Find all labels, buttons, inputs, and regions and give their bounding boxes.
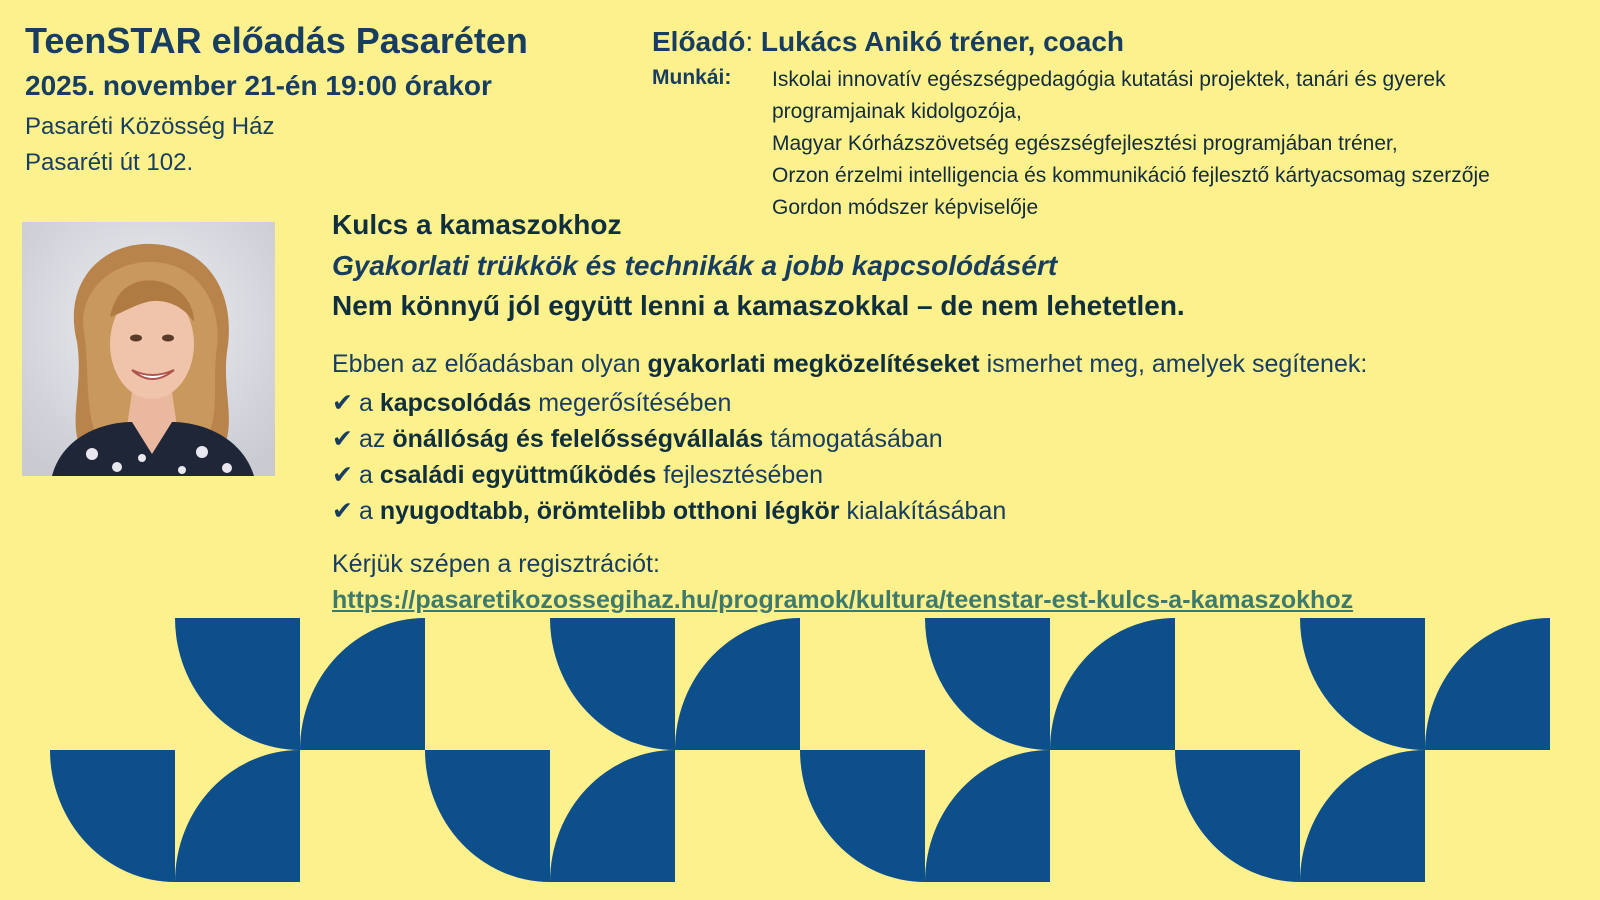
- registration-link[interactable]: https://pasaretikozossegihaz.hu/programok/kultura/teenstar-est-kulcs-a-kamaszokhoz: [332, 586, 1354, 614]
- checklist-item-post: megerősítésében: [531, 389, 732, 417]
- pattern-shape: [550, 750, 675, 882]
- intro-after: ismerhet meg, amelyek segítenek:: [979, 350, 1368, 378]
- lecture-subtitle: Gyakorlati trükkök és technikák a jobb kapcsolódásért: [332, 250, 1058, 281]
- pattern-shape: [800, 750, 925, 882]
- pattern-shape: [300, 618, 425, 750]
- checklist-item-post: támogatásában: [763, 425, 943, 453]
- checklist-item-post: kialakításában: [839, 497, 1007, 525]
- works-item: Gordon módszer képviselője: [772, 196, 1039, 219]
- venue-name: Pasaréti Közösség Ház: [25, 113, 275, 140]
- event-date: 2025. november 21-én 19:00 órakor: [25, 70, 492, 101]
- pattern-shape: [1050, 618, 1175, 750]
- pattern-shape: [1425, 618, 1550, 750]
- venue-address: Pasaréti út 102.: [25, 149, 194, 176]
- intro-before: Ebben az előadásban olyan: [332, 350, 648, 378]
- pattern-shape: [175, 618, 300, 750]
- checklist-item-pre: az: [358, 425, 393, 453]
- checklist-item-post: fejlesztésében: [656, 461, 824, 489]
- pattern-shape: [675, 618, 800, 750]
- pattern-group: [50, 618, 1550, 882]
- pattern-shape: [50, 750, 175, 882]
- checklist-item-bold: önállóság és felelősségvállalás: [392, 425, 764, 453]
- speaker-photo: [22, 222, 275, 476]
- speaker-name: Lukács Anikó tréner, coach: [760, 26, 1125, 57]
- pattern-shape: [1175, 750, 1300, 882]
- pattern-shape: [550, 618, 675, 750]
- pattern-shape: [925, 750, 1050, 882]
- works-item: Iskolai innovatív egészségpedagógia kutatási projektek, tanári és gyerek: [772, 68, 1446, 91]
- benefits-checklist: [332, 385, 1006, 529]
- checklist-item: [332, 457, 1006, 493]
- pattern-shape: [925, 618, 1050, 750]
- event-title: TeenSTAR előadás Pasaréten: [25, 20, 528, 61]
- pattern-shape: [1300, 618, 1425, 750]
- pattern-shape: [175, 750, 300, 882]
- decorative-pattern: [0, 618, 1600, 900]
- pattern-shape: [1300, 750, 1425, 882]
- speaker-line: Előadó: Lukács Anikó tréner, coach: [652, 26, 1125, 57]
- pattern-shape: [425, 750, 550, 882]
- checklist-item-bold: családi együttműködés: [379, 461, 657, 489]
- checklist-item: [332, 385, 1006, 421]
- check-icon: ✔: [332, 461, 353, 489]
- works-item: Magyar Kórházszövetség egészségfejlesztési programjában tréner,: [772, 132, 1398, 155]
- registration-label: Kérjük szépen a regisztrációt:: [332, 550, 660, 578]
- works-item: programjainak kidolgozója,: [772, 100, 1022, 123]
- check-icon: ✔: [332, 497, 353, 525]
- works-item: Orzon érzelmi intelligencia és kommunikáció fejlesztő kártyacsomag szerzője: [772, 164, 1490, 187]
- speaker-portrait-icon: [22, 222, 275, 476]
- checklist-item: [332, 421, 1006, 457]
- checklist-item-pre: a: [358, 389, 380, 417]
- lecture-tagline: Nem könnyű jól együtt lenni a kamaszokkal – de nem lehetetlen.: [332, 290, 1185, 321]
- check-icon: ✔: [332, 389, 353, 417]
- lecture-title: Kulcs a kamaszokhoz: [332, 209, 622, 240]
- works-label: Munkái:: [652, 66, 732, 89]
- intro-text: [332, 350, 1367, 379]
- checklist-item-bold: nyugodtabb, örömtelibb otthoni légkör: [379, 497, 840, 525]
- checklist-item-bold: kapcsolódás: [379, 389, 532, 417]
- works-list: [772, 64, 1592, 224]
- check-icon: ✔: [332, 425, 353, 453]
- checklist-item-pre: a: [358, 497, 380, 525]
- intro-bold: gyakorlati megközelítéseket: [647, 350, 980, 378]
- checklist-item: [332, 493, 1006, 529]
- speaker-label: Előadó: [652, 26, 746, 57]
- checklist-item-pre: a: [358, 461, 380, 489]
